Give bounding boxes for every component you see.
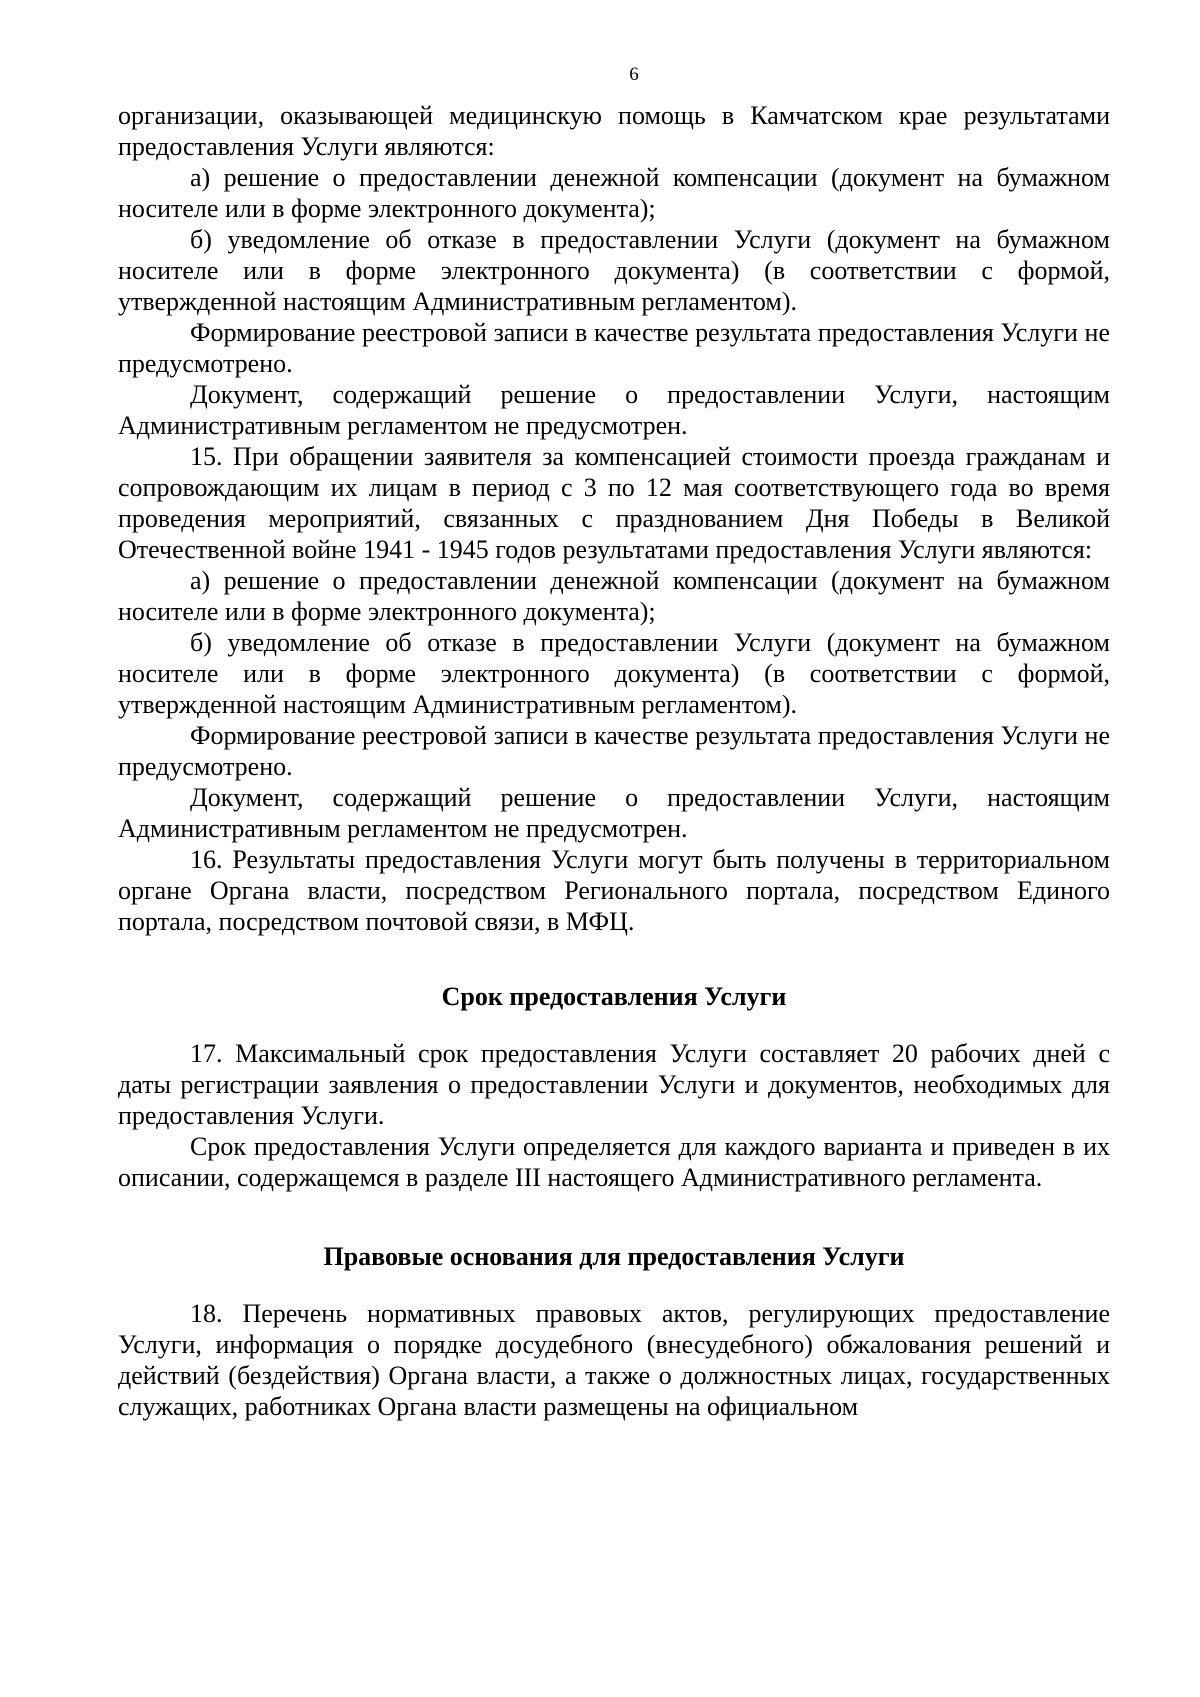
paragraph-15-registry-record: Формирование реестровой записи в качестве результата предоставления Услуги не предусмотрено. xyxy=(118,721,1110,781)
paragraph-registry-record: Формирование реестровой записи в качестве результата предоставления Услуги не предусмотрено. xyxy=(118,318,1110,378)
paragraph-15-decision-document: Документ, содержащий решение о предоставлении Услуги, настоящим Административным регламентом не предусмотрен. xyxy=(118,783,1110,843)
paragraph-18: 18. Перечень нормативных правовых актов, регулирующих предоставление Услуги, информация о порядке досудебного (внесудебного) обжалования решений и действий (бездействия) Органа власти, а также о должностных лицах, государственных служащих, работниках Органа власти размещены на официальном xyxy=(118,1299,1110,1421)
page-number: 6 xyxy=(629,64,639,85)
section-heading-legal-grounds: Правовые основания для предоставления Услуги xyxy=(323,1242,905,1271)
paragraph-item-a: а) решение о предоставлении денежной компенсации (документ на бумажном носителе или в форме электронного документа); xyxy=(118,163,1110,223)
paragraph-17: 17. Максимальный срок предоставления Услуги составляет 20 рабочих дней с даты регистрации заявления о предоставлении Услуги и документов, необходимых для предоставления Услуги. xyxy=(118,1039,1110,1130)
paragraph-16: 16. Результаты предоставления Услуги могут быть получены в территориальном органе Органа власти, посредством Регионального портала, посредством Единого портала, посредством почтовой связи, в МФЦ. xyxy=(118,845,1110,936)
paragraph-15: 15. При обращении заявителя за компенсацией стоимости проезда гражданам и сопровождающим их лицам в период с 3 по 12 мая соответствующего года во время проведения мероприятий, связанных с празднованием Дня Победы в Великой Отечественной войне 1941 - 1945 годов результатами предоставления Услуги являются: xyxy=(118,442,1110,564)
paragraph-decision-document: Документ, содержащий решение о предоставлении Услуги, настоящим Административным регламентом не предусмотрен. xyxy=(118,380,1110,440)
paragraph-results-intro: организации, оказывающей медицинскую помощь в Камчатском крае результатами предоставления Услуги являются: xyxy=(118,101,1110,161)
paragraph-item-b: б) уведомление об отказе в предоставлении Услуги (документ на бумажном носителе или в форме электронного документа) (в соответствии с формой, утвержденной настоящим Административным регламентом). xyxy=(118,225,1110,316)
paragraph-17-term-variant: Срок предоставления Услуги определяется для каждого варианта и приведен в их описании, содержащемся в разделе III настоящего Административного регламента. xyxy=(118,1132,1110,1192)
section-heading-service-term: Срок предоставления Услуги xyxy=(441,982,787,1011)
paragraph-15-item-a: а) решение о предоставлении денежной компенсации (документ на бумажном носителе или в форме электронного документа); xyxy=(118,566,1110,626)
paragraph-15-item-b: б) уведомление об отказе в предоставлении Услуги (документ на бумажном носителе или в форме электронного документа) (в соответствии с формой, утвержденной настоящим Административным регламентом). xyxy=(118,628,1110,719)
